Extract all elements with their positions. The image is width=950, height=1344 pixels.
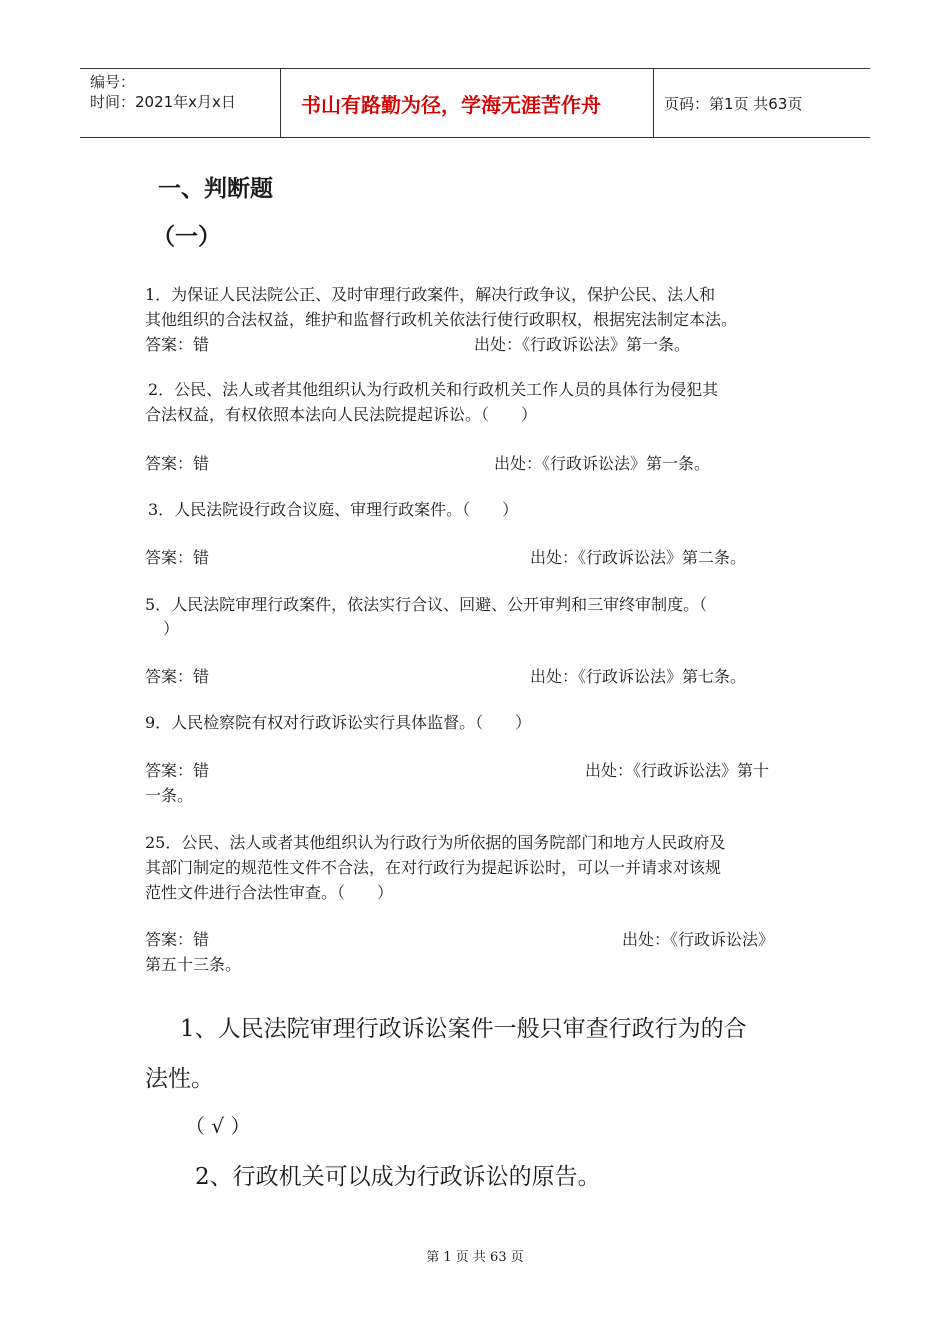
item-1-line1: 1、人民法院审理行政诉讼案件一般只审查行政行为的合 (180, 1016, 747, 1042)
question-2-answer: 答案：错 (145, 454, 210, 473)
header-meta (80, 69, 281, 137)
question-25-answer: 答案：错 (145, 930, 210, 949)
question-2-source: 出处：《行政诉讼法》第一条。 (494, 454, 711, 473)
question-25-source-cont: 第五十三条。 (145, 955, 242, 974)
question-1-source: 出处：《行政诉讼法》第一条。 (474, 335, 691, 354)
question-25-line1: 25．公民、法人或者其他组织认为行政行为所依据的国务院部门和地方人民政府及 (145, 833, 726, 852)
question-1-answer: 答案：错 (145, 335, 210, 354)
question-25-source: 出处：《行政诉讼法》 (622, 930, 775, 949)
item-1-mark: （ √ ） (185, 1114, 251, 1138)
question-9-source-cont: 一条。 (145, 786, 194, 805)
question-9-line1: 9．人民检察院有权对行政诉讼实行具体监督。（ ） (145, 713, 532, 732)
question-3-line1: 3．人民法院设行政合议庭、审理行政案件。（ ） (148, 500, 519, 519)
header-motto: 书山有路勤为径，学海无涯苦作舟 (281, 69, 654, 137)
question-1-line2: 其他组织的合法权益，维护和监督行政机关依法行使行政职权，根据宪法制定本法。 (145, 310, 738, 329)
question-9-answer: 答案：错 (145, 761, 210, 780)
header-page-info: 页码：第1页 共63页 (664, 94, 803, 113)
question-2-line2: 合法权益，有权依照本法向人民法院提起诉讼。（ ） (145, 405, 538, 424)
question-5-line1: 5．人民法院审理行政案件，依法实行合议、回避、公开审判和三审终审制度。（ (145, 595, 708, 614)
page-header (80, 68, 870, 138)
question-5-source: 出处：《行政诉讼法》第七条。 (530, 667, 747, 686)
subsection-title: （一） (152, 224, 221, 250)
page-footer: 第 1 页 共 63 页 (426, 1250, 524, 1265)
number-label: 编号： (90, 73, 136, 91)
question-5-line2: ） (163, 619, 180, 638)
time-label: 时间：2021年x月x日 (90, 93, 236, 111)
question-25-line2: 其部门制定的规范性文件不合法，在对行政行为提起诉讼时，可以一并请求对该规 (145, 858, 722, 877)
question-1-line1: 1．为保证人民法院公正、及时审理行政案件，解决行政争议，保护公民、法人和 (145, 285, 716, 304)
question-9-source: 出处：《行政诉讼法》第十 (585, 761, 770, 780)
question-5-answer: 答案：错 (145, 667, 210, 686)
question-3-answer: 答案：错 (145, 548, 210, 567)
section-title: 一、判断题 (158, 176, 273, 202)
question-2-line1: 2．公民、法人或者其他组织认为行政机关和行政机关工作人员的具体行为侵犯其 (148, 380, 719, 399)
item-2: 2、行政机关可以成为行政诉讼的原告。 (195, 1164, 601, 1190)
question-3-source: 出处：《行政诉讼法》第二条。 (530, 548, 747, 567)
item-1-line2: 法性。 (145, 1066, 214, 1092)
question-25-line3: 范性文件进行合法性审查。（ ） (145, 883, 394, 902)
